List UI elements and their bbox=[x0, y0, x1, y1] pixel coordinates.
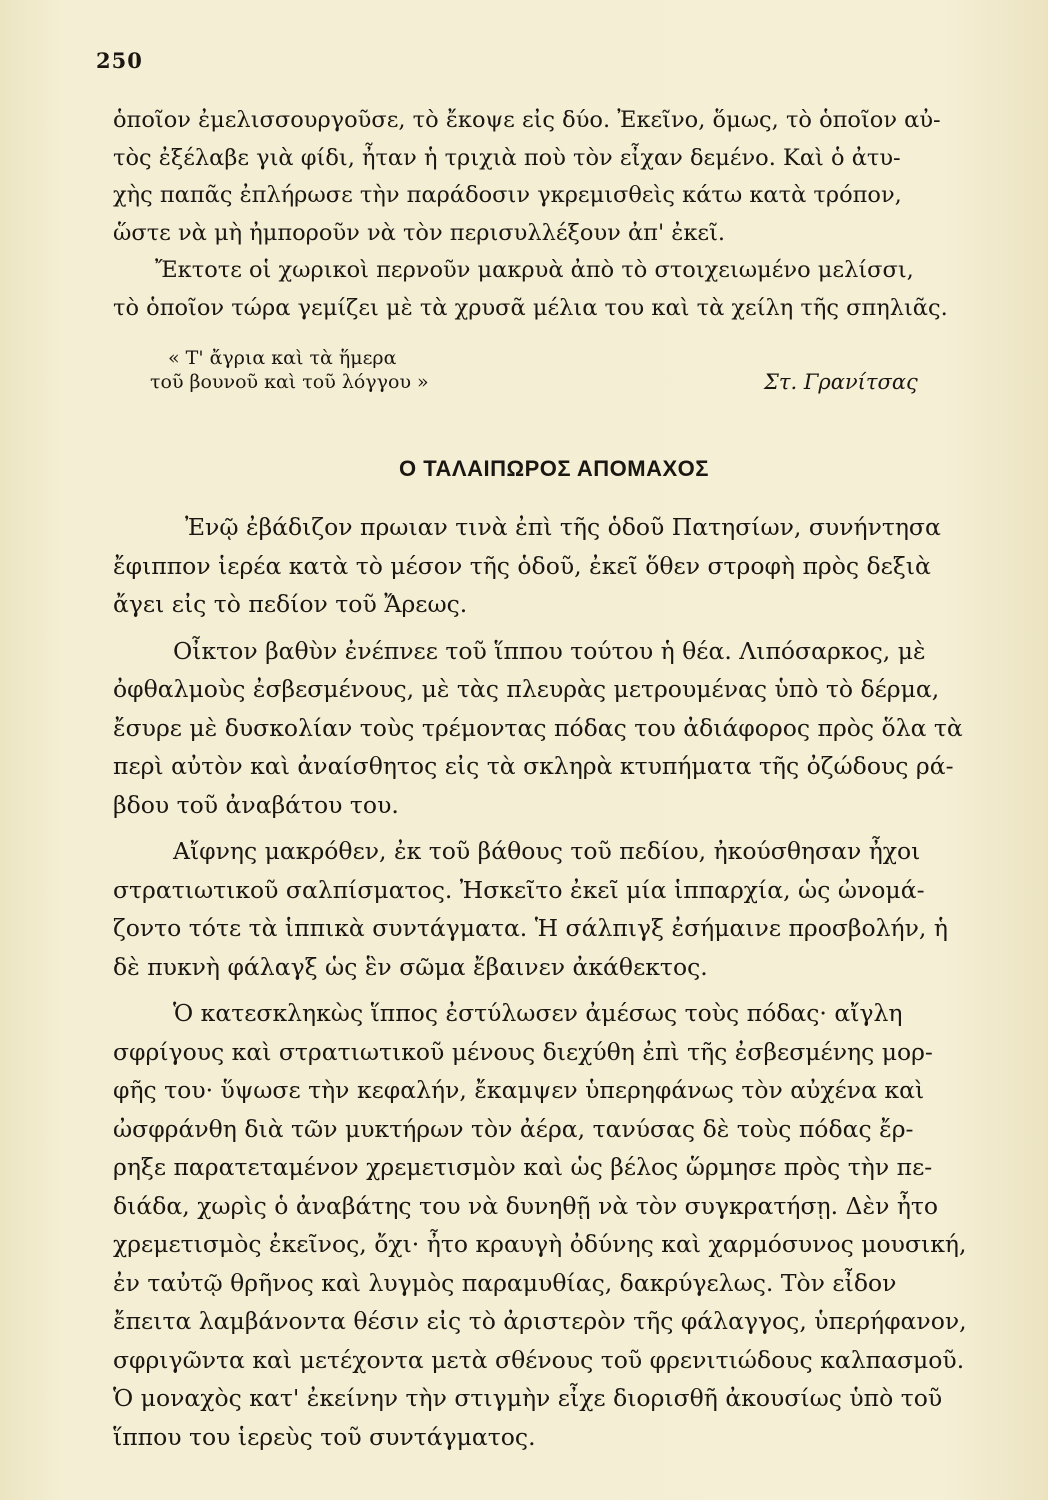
text-line: ζοντο τότε τὰ ἱππικὰ συντάγματα. Ἡ σάλπιγξ ἐσήμαινε προσβολήν, ἡ bbox=[113, 914, 948, 942]
text-line: δὲ πυκνὴ φάλαγξ ὡς ἓν σῶμα ἔβαινεν ἀκάθεκτος. bbox=[113, 952, 708, 981]
text-line: ρηξε παρατεταμένον χρεμετισμὸν καὶ ὡς βέλος ὥρμησε πρὸς τὴν πε- bbox=[113, 1153, 933, 1181]
text-line: ἄγει εἰς τὸ πεδίον τοῦ Ἄρεως. bbox=[113, 590, 468, 618]
text-line: Αἴφνης μακρόθεν, ἐκ τοῦ βάθους τοῦ πεδίου, ἠκούσθησαν ἦχοι bbox=[173, 837, 921, 865]
verse-line: « Τ' ἄγρια καὶ τὰ ἥμερα bbox=[168, 347, 397, 369]
verse-author: Στ. Γρανίτσας bbox=[764, 370, 918, 394]
text-line: ἔπειτα λαμβάνοντα θέσιν εἰς τὸ ἀριστερὸν τῆς φάλαγγος, ὑπερήφανον, bbox=[113, 1307, 967, 1335]
text-line: Οἶκτον βαθὺν ἐνέπνεε τοῦ ἵππου τούτου ἡ θέα. Λιπόσαρκος, μὲ bbox=[173, 636, 926, 665]
paragraph bbox=[113, 994, 973, 1456]
intro-text bbox=[113, 102, 973, 327]
text-line: στρατιωτικοῦ σαλπίσματος. Ἠσκεῖτο ἐκεῖ μία ἱππαρχία, ὡς ὠνομά- bbox=[113, 875, 925, 904]
paragraph bbox=[113, 832, 973, 986]
paragraph bbox=[113, 632, 973, 825]
text-line: περὶ αὐτὸν καὶ ἀναίσθητος εἰς τὰ σκληρὰ κτυπήματα τῆς ὀζώδους ρά- bbox=[113, 752, 954, 780]
text-line: ἐν ταὐτῷ θρῆνος καὶ λυγμὸς παραμυθίας, δακρύγελως. Τὸν εἶδον bbox=[113, 1268, 897, 1297]
text-line: φῆς του· ὕψωσε τὴν κεφαλήν, ἔκαμψεν ὑπερηφάνως τὸν αὐχένα καὶ bbox=[113, 1076, 925, 1104]
paragraph bbox=[113, 102, 973, 252]
chapter-title: Ο ΤΑΛΑΙΠΩΡΟΣ ΑΠΟΜΑΧΟΣ bbox=[399, 456, 709, 481]
text-line: Ὁ μοναχὸς κατ' ἐκείνην τὴν στιγμὴν εἶχε διορισθῆ ἀκουσίως ὑπὸ τοῦ bbox=[113, 1384, 943, 1412]
text-line: χὴς παπᾶς ἐπλήρωσε τὴν παράδοσιν γκρεμισθεὶς κάτω κατὰ τρόπον, bbox=[113, 182, 902, 208]
epigraph-verse bbox=[150, 346, 429, 394]
text-line: διάδα, χωρὶς ὁ ἀναβάτης του νὰ δυνηθῇ νὰ τὸν συγκρατήσῃ. Δὲν ἦτο bbox=[113, 1191, 939, 1220]
paragraph bbox=[113, 252, 973, 327]
paragraph bbox=[113, 508, 973, 624]
text-line: τὸ ὁποῖον τώρα γεμίζει μὲ τὰ χρυσᾶ μέλια του καὶ τὰ χείλη τῆς σπηλιᾶς. bbox=[113, 294, 948, 321]
text-line: βδου τοῦ ἀναβάτου του. bbox=[113, 790, 399, 819]
text-line: ὁποῖον ἐμελισσουργοῦσε, τὸ ἔκοψε εἰς δύο. Ἐκεῖνο, ὅμως, τὸ ὁποῖον αὐ- bbox=[113, 107, 941, 133]
text-line: σφριγῶντα καὶ μετέχοντα μετὰ σθένους τοῦ φρενιτιώδους καλπασμοῦ. bbox=[113, 1345, 965, 1374]
text-line: τὸς ἐξέλαβε γιὰ φίδι, ἦταν ἡ τριχιὰ ποὺ τὸν εἶχαν δεμένο. Καὶ ὁ ἀτυ- bbox=[113, 144, 901, 171]
text-line: Ἔκτοτε οἱ χωρικοὶ περνοῦν μακρυὰ ἀπὸ τὸ στοιχειωμένο μελίσσι, bbox=[155, 257, 914, 283]
text-line: ἔσυρε μὲ δυσκολίαν τοὺς τρέμοντας πόδας του ἀδιάφορος πρὸς ὅλα τὰ bbox=[113, 713, 963, 742]
text-line: χρεμετισμὸς ἐκεῖνος, ὄχι· ἦτο κραυγὴ ὀδύνης καὶ χαρμόσυνος μουσική, bbox=[113, 1230, 967, 1258]
text-line: ὠσφράνθη διὰ τῶν μυκτήρων τὸν ἀέρα, τανύσας δὲ τοὺς πόδας ἔρ- bbox=[113, 1114, 914, 1143]
text-line: ἵππου του ἱερεὺς τοῦ συντάγματος. bbox=[113, 1422, 536, 1451]
chapter-body bbox=[113, 508, 973, 1456]
text-line: Ἐνῷ ἐβάδιζον πρωιαν τινὰ ἐπὶ τῆς ὁδοῦ Πατησίων, συνήντησα bbox=[185, 513, 941, 541]
text-line: ὀφθαλμοὺς ἐσβεσμένους, μὲ τὰς πλευρὰς μετρουμένας ὑπὸ τὸ δέρμα, bbox=[113, 675, 940, 703]
text-line: Ὁ κατεσκληκὼς ἵππος ἐστύλωσεν ἀμέσως τοὺς πόδας· αἴγλη bbox=[173, 999, 903, 1027]
text-line: ἔφιππον ἱερέα κατὰ τὸ μέσον τῆς ὁδοῦ, ἐκεῖ ὅθεν στροφὴ πρὸς δεξιὰ bbox=[113, 551, 931, 580]
text-line: σφρίγους καὶ στρατιωτικοῦ μένους διεχύθη ἐπὶ τῆς ἐσβεσμένης μορ- bbox=[113, 1037, 933, 1066]
verse-line: τοῦ βουνοῦ καὶ τοῦ λόγγου » bbox=[150, 371, 429, 393]
page-number: 250 bbox=[96, 48, 143, 73]
text-line: ὥστε νὰ μὴ ἠμποροῦν νὰ τὸν περισυλλέξουν ἀπ' ἐκεῖ. bbox=[113, 219, 726, 246]
